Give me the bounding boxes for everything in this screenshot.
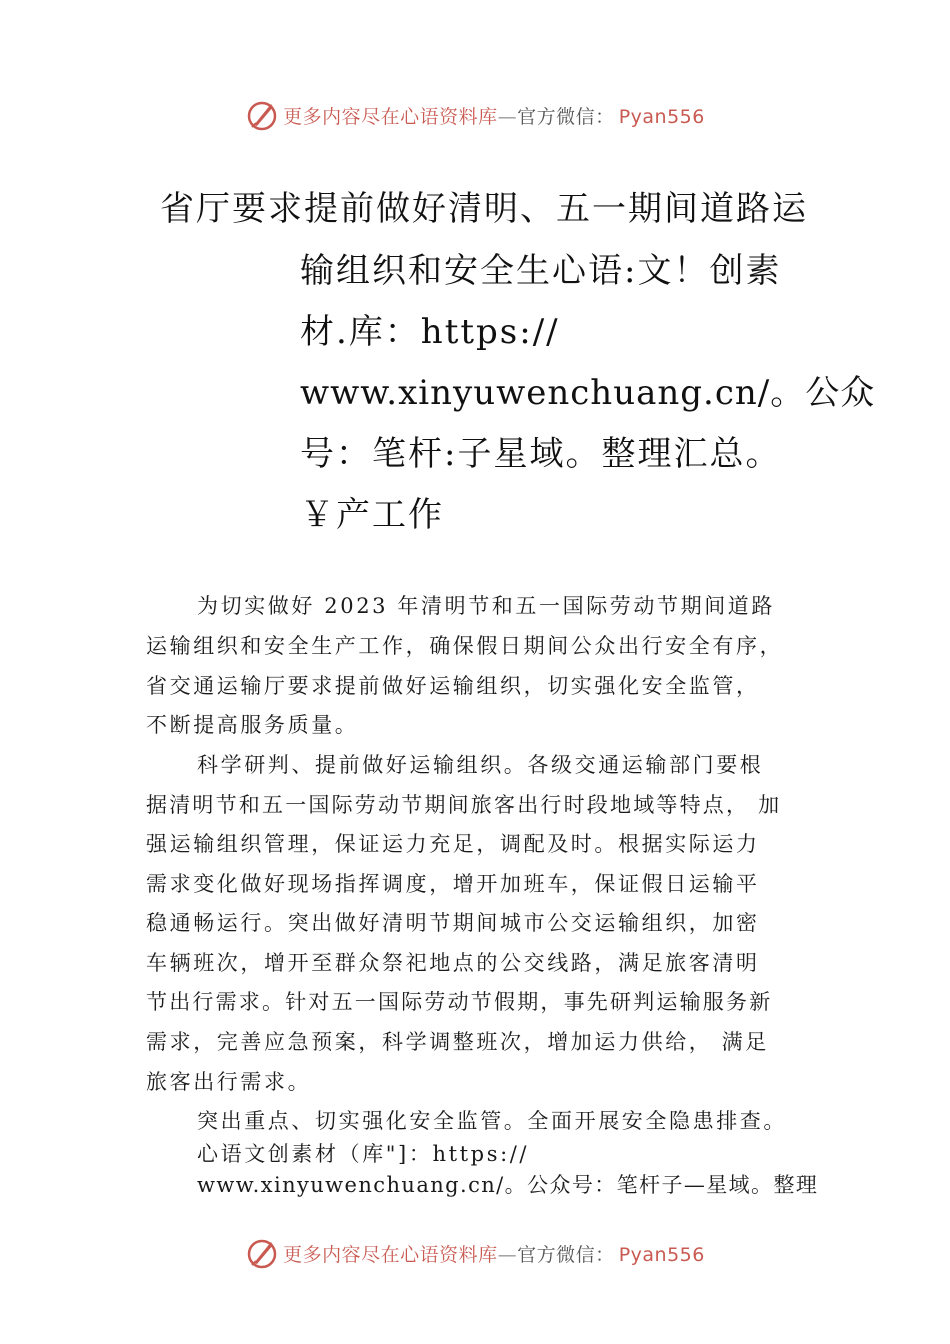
banner-site-name: 更多内容尽在心语资料库 — [283, 1243, 498, 1266]
banner-wechat-label: 官方微信： — [517, 1243, 615, 1266]
header-watermark-banner — [0, 95, 950, 135]
paragraph-line: 车辆班次，增开至群众祭祀地点的公交线路，满足旅客清明 — [146, 951, 760, 975]
paragraph-line: 突出重点、切实强化安全监管。全面开展安全隐患排查。 — [197, 1109, 787, 1133]
title-line: 材.库：https:// — [300, 312, 560, 352]
paragraph-line: 节出行需求。针对五一国际劳动节假期，事先研判运输服务新 — [146, 990, 773, 1014]
paragraph-line: 旅客出行需求。 — [146, 1070, 312, 1094]
title-line: 输组织和安全生心语:文！创素 — [300, 251, 782, 291]
paragraph-line: 强运输组织管理，保证运力充足，调配及时。根据实际运力 — [146, 832, 760, 856]
title-line: 省厅要求提前做好清明、五一期间道路运 — [160, 189, 808, 229]
banner-wechat-id: Pyan556 — [618, 105, 705, 128]
banner-site-name: 更多内容尽在心语资料库 — [283, 105, 498, 128]
footer-watermark-banner — [0, 1233, 950, 1273]
banner-wechat-label: 官方微信： — [517, 105, 615, 128]
banner-text — [283, 1240, 705, 1267]
banner-wechat-id: Pyan556 — [618, 1243, 705, 1266]
banner-text — [283, 102, 705, 129]
title-line: www.xinyuwenchuang.cn/。公众 — [300, 373, 876, 413]
banner-dash: — — [497, 1243, 518, 1266]
paragraph-line: 运输组织和安全生产工作，确保假日期间公众出行安全有序， — [146, 634, 784, 658]
quill-logo-icon — [245, 1236, 279, 1270]
paragraph-line: 需求，完善应急预案，科学调整班次，增加运力供给， 满足 — [146, 1030, 769, 1054]
paragraph-line: 稳通畅运行。突出做好清明节期间城市公交运输组织，加密 — [146, 911, 760, 935]
paragraph-line: 据清明节和五一国际劳动节期间旅客出行时段地域等特点， 加 — [146, 793, 782, 817]
banner-dash: — — [497, 105, 518, 128]
title-line: ￥产工作 — [300, 495, 444, 535]
paragraph-line: 科学研判、提前做好运输组织。各级交通运输部门要根 — [197, 753, 764, 777]
paragraph-line: 不断提高服务质量。 — [146, 713, 359, 737]
paragraph-line: 心语文创素材（库"]：https:// — [197, 1142, 530, 1166]
paragraph-line: 省交通运输厅要求提前做好运输组织，切实强化安全监管， — [146, 674, 760, 698]
paragraph-line: www.xinyuwenchuang.cn/。公众号：笔杆子—星域。整理 — [197, 1173, 819, 1197]
paragraph-line: 为切实做好 2023 年清明节和五一国际劳动节期间道路 — [197, 594, 775, 618]
paragraph-line: 需求变化做好现场指挥调度，增开加班车，保证假日运输平 — [146, 872, 760, 896]
quill-logo-icon — [245, 98, 279, 132]
title-line: 号：笔杆:子星域。整理汇总。 — [300, 434, 782, 474]
